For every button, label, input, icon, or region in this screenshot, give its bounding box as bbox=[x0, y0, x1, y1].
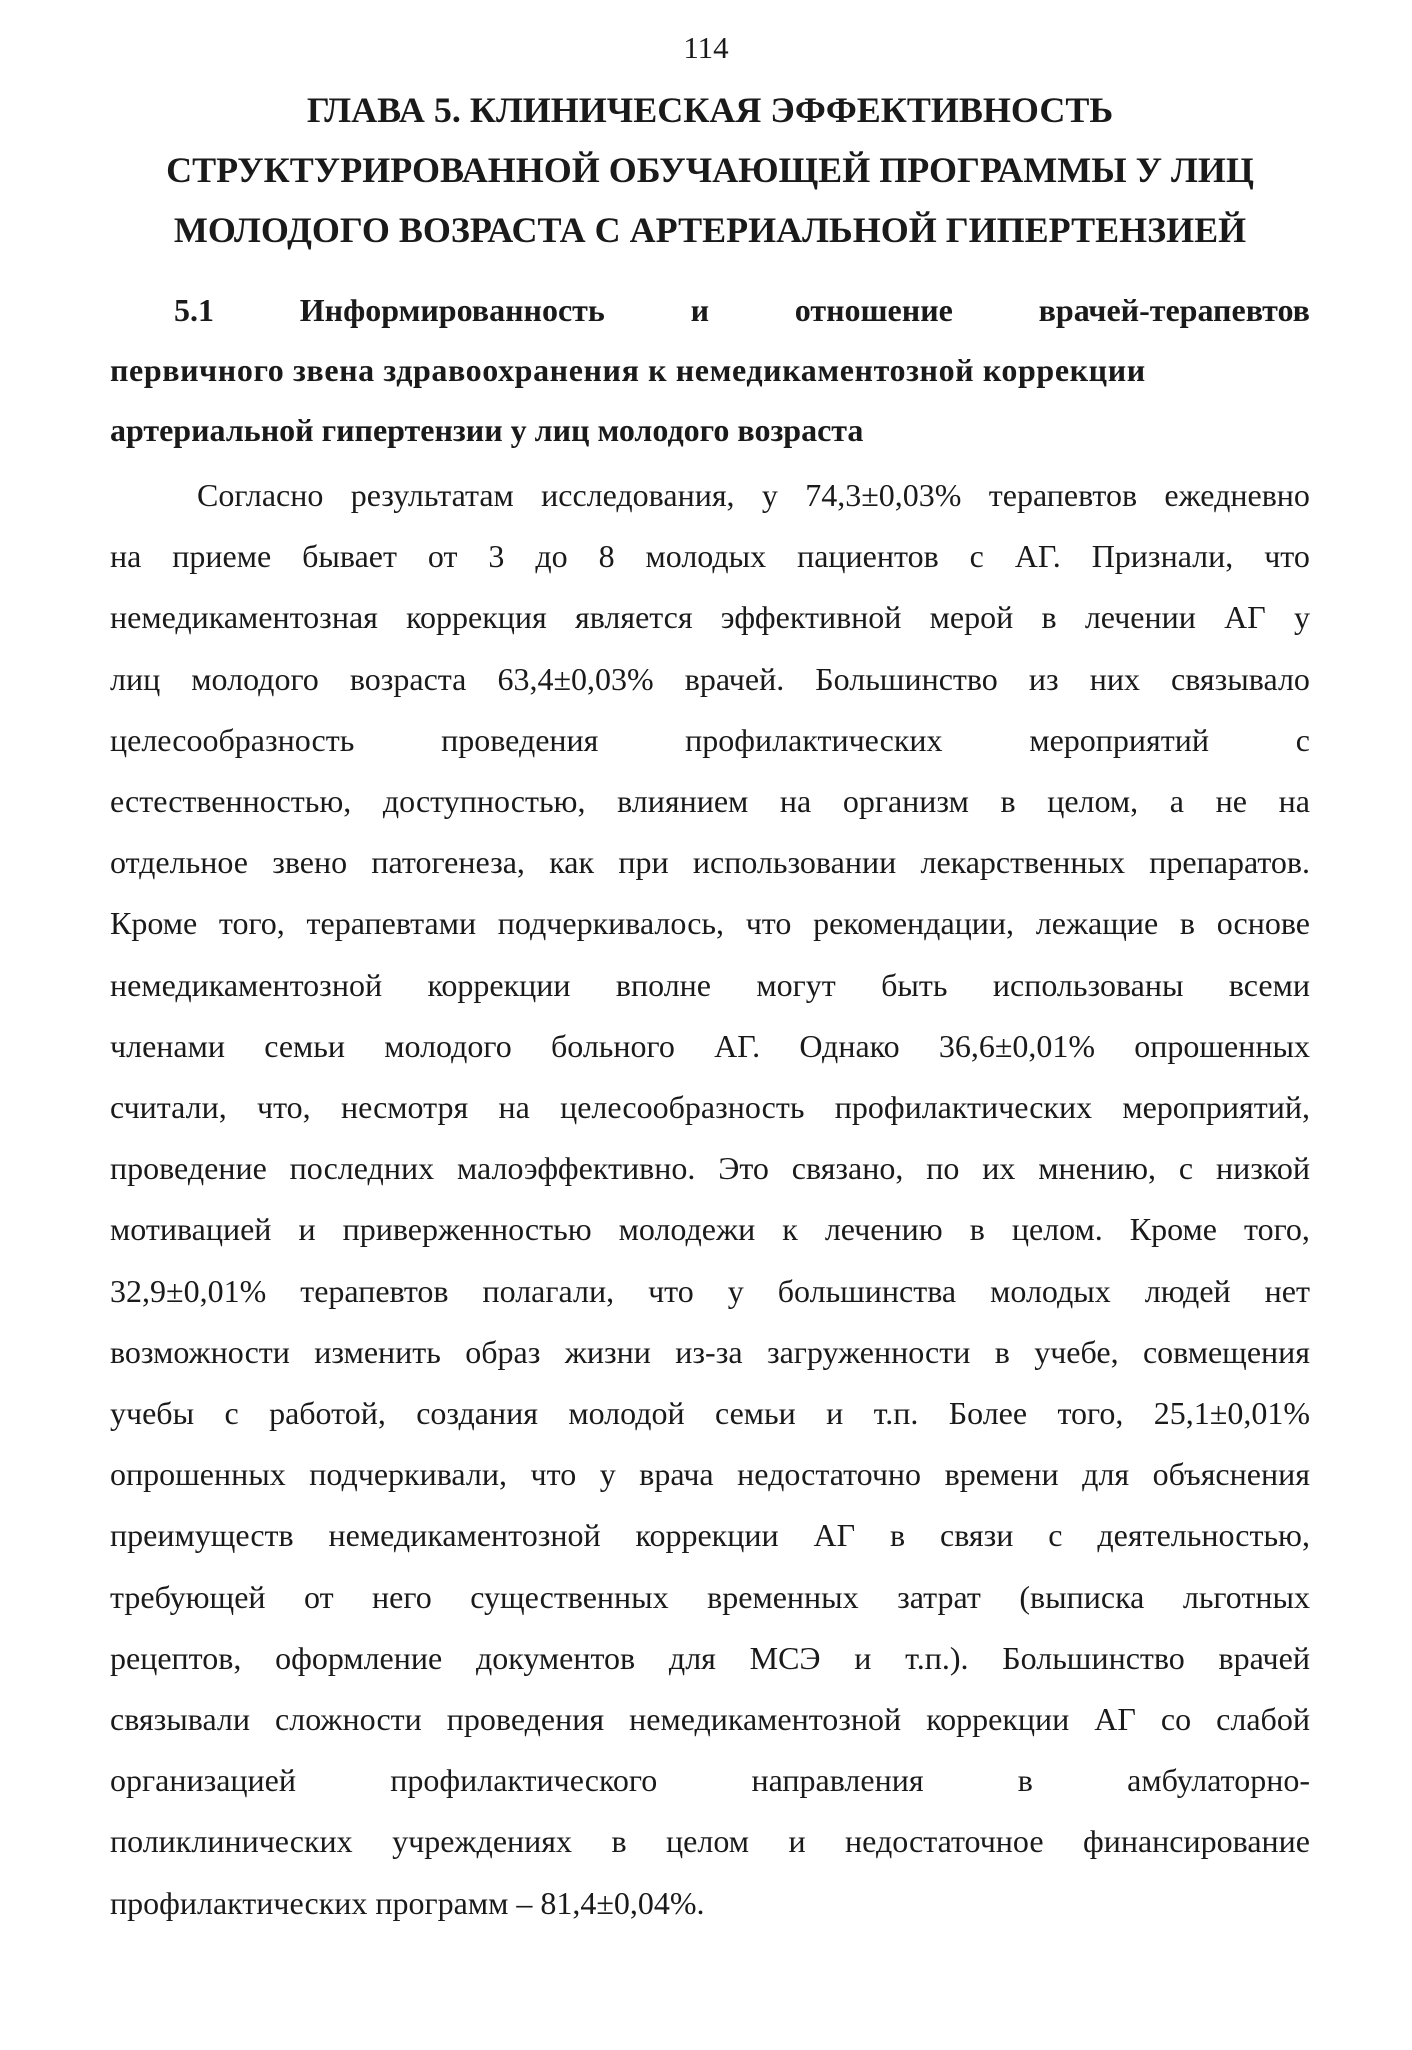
paragraph-line: 32,9±0,01% терапевтов полагали, что у большинства молодых людей нет bbox=[110, 1272, 1310, 1309]
paragraph-line: целесообразность проведения профилактических мероприятий с bbox=[110, 721, 1310, 758]
paragraph-line: возможности изменить образ жизни из-за загруженности в учебе, совмещения bbox=[110, 1333, 1310, 1370]
paragraph-line: организацией профилактического направления в амбулаторно- bbox=[110, 1762, 1310, 1799]
paragraph-line: лиц молодого возраста 63,4±0,03% врачей. Большинство из них связывало bbox=[110, 660, 1310, 697]
paragraph-line: проведение последних малоэффективно. Это связано, по их мнению, с низкой bbox=[110, 1150, 1310, 1187]
section-title-line bbox=[110, 280, 1310, 340]
paragraph-line: преимуществ немедикаментозной коррекции АГ в связи с деятельностью, bbox=[110, 1517, 1310, 1554]
paragraph-line: немедикаментозной коррекции вполне могут быть использованы всеми bbox=[110, 966, 1310, 1003]
chapter-title bbox=[110, 80, 1310, 260]
paragraph-line: профилактических программ – 81,4±0,04%. bbox=[110, 1884, 705, 1921]
paragraph-line: немедикаментозная коррекция является эффективной мерой в лечении АГ у bbox=[110, 599, 1310, 636]
paragraph-line: поликлинических учреждениях в целом и недостаточное финансирование bbox=[110, 1823, 1310, 1860]
paragraph-line: связывали сложности проведения немедикаментозной коррекции АГ со слабой bbox=[110, 1701, 1310, 1738]
paragraph-line: считали, что, несмотря на целесообразность профилактических мероприятий, bbox=[110, 1089, 1310, 1126]
section-title-word: Информированность bbox=[299, 292, 605, 328]
paragraph-line: учебы с работой, создания молодой семьи и т.п. Более того, 25,1±0,01% bbox=[110, 1395, 1310, 1432]
section-title-line: артериальной гипертензии у лиц молодого возраста bbox=[110, 412, 864, 448]
paragraph-line: рецептов, оформление документов для МСЭ и т.п.). Большинство врачей bbox=[110, 1639, 1310, 1676]
paragraph-line: естественностью, доступностью, влиянием на организм в целом, а не на bbox=[110, 783, 1310, 820]
paragraph-line: Согласно результатам исследования, у 74,3±0,03% терапевтов ежедневно bbox=[197, 477, 1310, 513]
section-title-word: отношение bbox=[794, 292, 953, 328]
section-number: 5.1 bbox=[174, 292, 214, 328]
paragraph-line: требующей от него существенных временных затрат (выписка льготных bbox=[110, 1578, 1310, 1615]
paragraph-line: отдельное звено патогенеза, как при использовании лекарственных препаратов. bbox=[110, 844, 1310, 881]
paragraph-line: на приеме бывает от 3 до 8 молодых пациентов с АГ. Признали, что bbox=[110, 538, 1310, 575]
paragraph-line: членами семьи молодого больного АГ. Однако 36,6±0,01% опрошенных bbox=[110, 1027, 1310, 1064]
body-paragraph bbox=[110, 465, 1310, 1934]
chapter-title-line: МОЛОДОГО ВОЗРАСТА С АРТЕРИАЛЬНОЙ ГИПЕРТЕНЗИЕЙ bbox=[173, 210, 1247, 250]
chapter-title-line: ГЛАВА 5. КЛИНИЧЕСКАЯ ЭФФЕКТИВНОСТЬ bbox=[306, 90, 1114, 130]
paragraph-line: Кроме того, терапевтами подчеркивалось, что рекомендации, лежащие в основе bbox=[110, 905, 1310, 942]
section-title-word: и bbox=[690, 292, 710, 328]
section-title bbox=[110, 280, 1310, 460]
paragraph-line: мотивацией и приверженностью молодежи к лечению в целом. Кроме того, bbox=[110, 1211, 1310, 1248]
paragraph-line: опрошенных подчеркивали, что у врача недостаточно времени для объяснения bbox=[110, 1456, 1310, 1493]
page-number: 114 bbox=[683, 30, 729, 65]
section-title-word: врачей-терапевтов bbox=[1038, 292, 1310, 328]
chapter-title-line: СТРУКТУРИРОВАННОЙ ОБУЧАЮЩЕЙ ПРОГРАММЫ У ЛИЦ bbox=[166, 150, 1254, 190]
section-title-line: первичного звена здравоохранения к немедикаментозной коррекции bbox=[110, 352, 1146, 388]
